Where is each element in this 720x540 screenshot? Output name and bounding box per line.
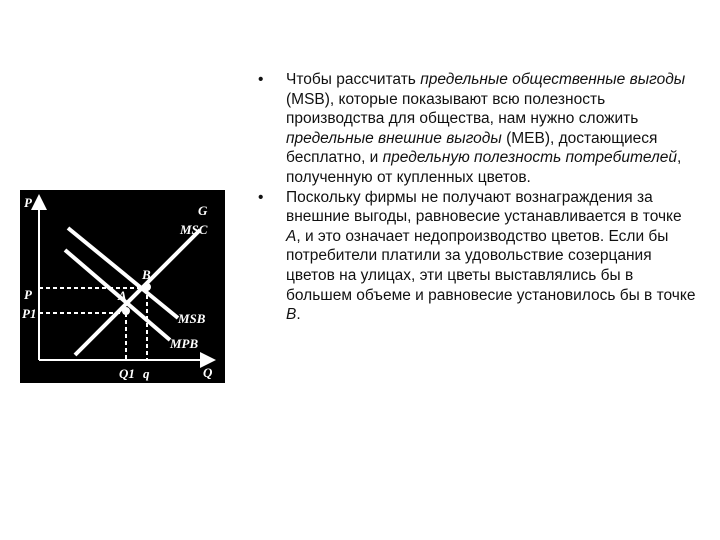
point-a-dot [122,307,130,315]
p-label: P [24,287,32,302]
text-segment: . [296,306,301,324]
text-segment: , полученную от купленных цветов. [286,149,682,186]
mpb-label: MPB [170,336,199,351]
p1-label: P1 [22,306,37,321]
text-segment-italic: В [286,306,297,324]
text-segment: (MSB), которые показывают всю полезность производства для общества, нам нужно сложить [286,90,639,128]
msb-label: MSB [178,311,206,326]
text-segment: Чтобы рассчитать [286,71,421,88]
point-b-dot [143,283,151,291]
text-segment-italic: А [286,227,297,245]
text-segment: Поскольку фирмы не получают вознаграждения за внешние выгоды, равновесие устанавливается в точке [286,188,682,226]
text-segment: , и это означает недопроизводство цветов. Если бы потребители платили за удовольствие созерцания цветов на улицах, эти цветы выставлялись бы в большем объеме и равновесие установилось бы в точке [286,227,696,304]
bullet-item [258,70,698,188]
text-segment-italic: предельные внешние выгоды [286,129,502,147]
supply-label: G [198,203,208,218]
text-segment-italic: предельные общественные выгоды [420,71,686,88]
point-a-label: A [118,288,127,303]
bullet-item [258,188,698,325]
bullet-marker: • [258,188,264,206]
externality-diagram [20,190,225,383]
q-label: q [143,366,150,381]
bullet-text [286,71,685,186]
text-segment: (MEB), достающиеся бесплатно, и [286,129,658,167]
text-segment-italic: предельную полезность потребителей [382,149,677,167]
msc-label: MSC [180,222,208,237]
y-axis-label: P [24,195,32,210]
bullet-text [286,189,695,324]
point-b-label: B [142,267,151,282]
diagram-graphics [20,190,225,383]
text-block [258,70,698,325]
x-axis-label: Q [203,365,213,380]
bullet-marker: • [258,71,264,88]
q1-label: Q1 [119,366,135,381]
